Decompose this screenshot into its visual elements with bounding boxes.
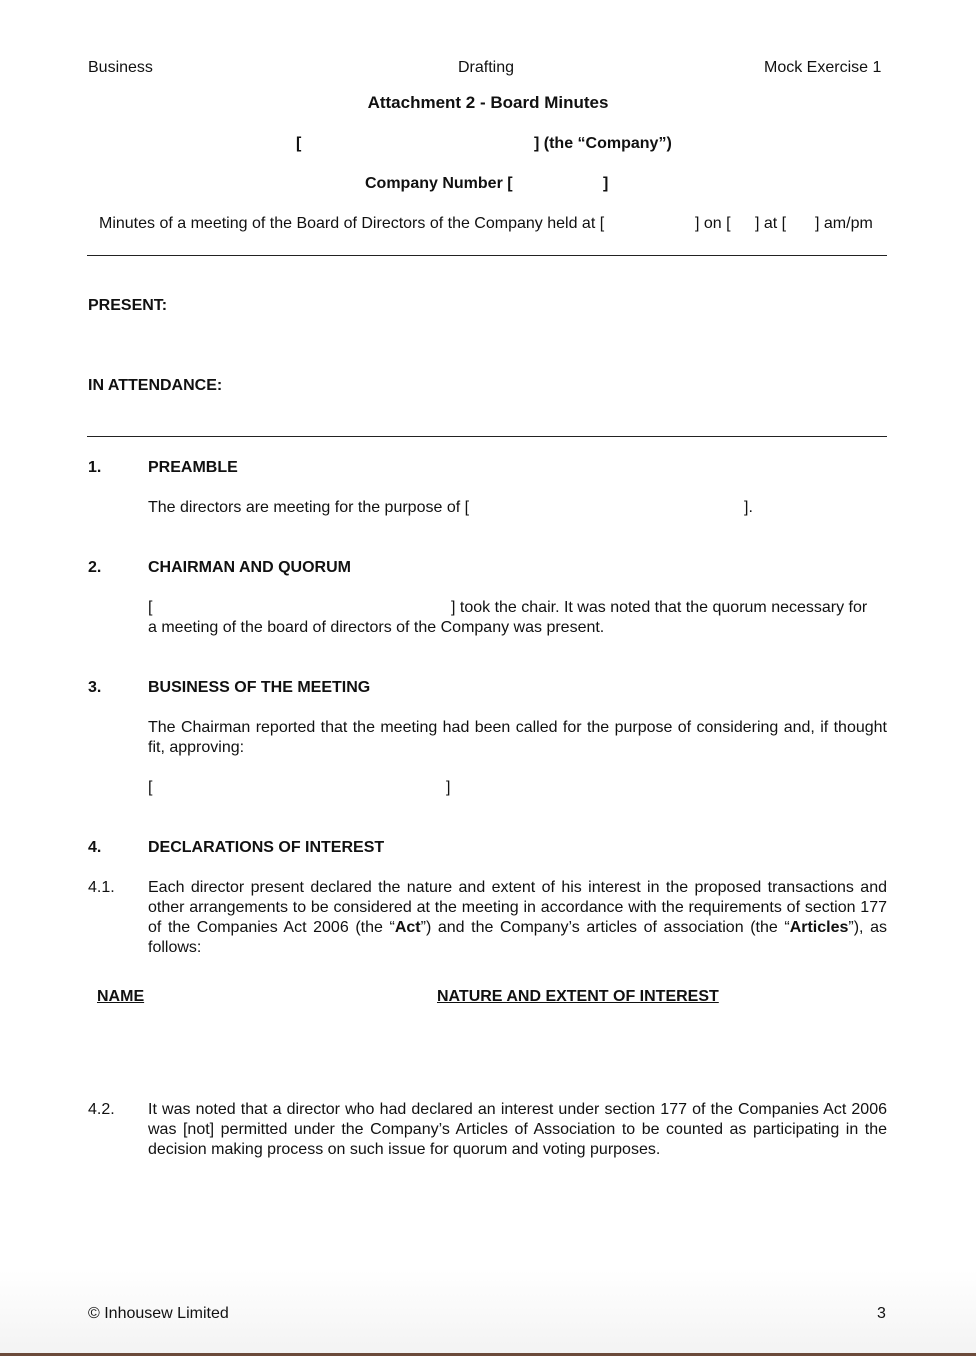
paragraph-4-2-number: 4.2. bbox=[88, 1101, 115, 1118]
attendance-label: IN ATTENDANCE: bbox=[88, 377, 223, 394]
section-3-heading: BUSINESS OF THE MEETING bbox=[148, 679, 371, 696]
paragraph-4-1-text-b: ”) and the Company’s articles of association (the “ bbox=[420, 919, 790, 936]
minutes-line-part1: Minutes of a meeting of the Board of Directors of the Company held at [ bbox=[99, 215, 605, 232]
section-1-text-end: ]. bbox=[744, 499, 753, 516]
company-number-label: Company Number [ bbox=[365, 175, 513, 192]
section-3-close-bracket: ] bbox=[446, 779, 451, 796]
header-center: Drafting bbox=[458, 59, 515, 76]
section-2-open-bracket: [ bbox=[148, 599, 153, 616]
paragraph-4-1-text bbox=[148, 878, 887, 958]
minutes-line-part4: ] am/pm bbox=[815, 215, 873, 232]
section-1-text bbox=[148, 498, 469, 518]
paragraph-4-1-number: 4.1. bbox=[88, 879, 115, 896]
paragraph-4-1-text-a: Each director present declared the nature and extent of his interest in the proposed transactions and other arrangements to be considered at the meeting in accordance with the requirements of section 177 of the Companies Act 2006 (the “ bbox=[148, 879, 887, 936]
company-name-suffix: ] (the “Company”) bbox=[534, 135, 672, 152]
section-4-heading: DECLARATIONS OF INTEREST bbox=[148, 839, 385, 856]
paragraph-4-2-text: It was noted that a director who had declared an interest under section 177 of the Companies Act 2006 was [not] permitted under the Company’s Articles of Association to be counted as participating in the decision making process on such issue for quorum and voting purposes. bbox=[148, 1101, 887, 1158]
section-4-number: 4. bbox=[88, 839, 102, 856]
paragraph-4-1-text-c: ”), as follows: bbox=[148, 919, 887, 956]
section-3-open-bracket: [ bbox=[148, 779, 153, 796]
table-header-name-text: NAME bbox=[97, 988, 145, 1005]
footer-copyright: © Inhousew Limited bbox=[88, 1305, 229, 1322]
section-1-number: 1. bbox=[88, 459, 102, 476]
minutes-line-part3: ] at [ bbox=[755, 215, 787, 232]
table-header-interest-text: NATURE AND EXTENT OF INTEREST bbox=[437, 988, 719, 1005]
document-title: Attachment 2 - Board Minutes bbox=[367, 93, 609, 112]
company-number-close: ] bbox=[603, 175, 609, 192]
footer-page-number: 3 bbox=[877, 1305, 886, 1322]
table-header-name bbox=[97, 987, 144, 1007]
company-name-open-bracket: [ bbox=[296, 135, 302, 152]
section-2-line2: a meeting of the board of directors of the Company was present. bbox=[148, 619, 605, 636]
section-3-number: 3. bbox=[88, 679, 102, 696]
section-2-line1-end: ] took the chair. It was noted that the quorum necessary for bbox=[451, 599, 868, 616]
header-left: Business bbox=[88, 59, 153, 76]
table-header-interest bbox=[437, 987, 719, 1007]
section-1-heading: PREAMBLE bbox=[148, 459, 238, 476]
section-2-number: 2. bbox=[88, 559, 102, 576]
paragraph-4-1-articles: Articles bbox=[789, 919, 849, 936]
divider-top bbox=[87, 255, 887, 256]
section-3-text: The Chairman reported that the meeting had been called for the purpose of considering and, if thought fit, approving: bbox=[148, 719, 887, 756]
divider-middle bbox=[87, 436, 887, 437]
section-2-heading: CHAIRMAN AND QUORUM bbox=[148, 559, 351, 576]
minutes-line-part2: ] on [ bbox=[695, 215, 731, 232]
header-right: Mock Exercise 1 bbox=[764, 59, 882, 76]
paragraph-4-1-act: Act bbox=[394, 919, 421, 936]
section-1-text-start: The directors are meeting for the purpose of [ bbox=[148, 499, 470, 516]
present-label: PRESENT: bbox=[88, 297, 168, 314]
